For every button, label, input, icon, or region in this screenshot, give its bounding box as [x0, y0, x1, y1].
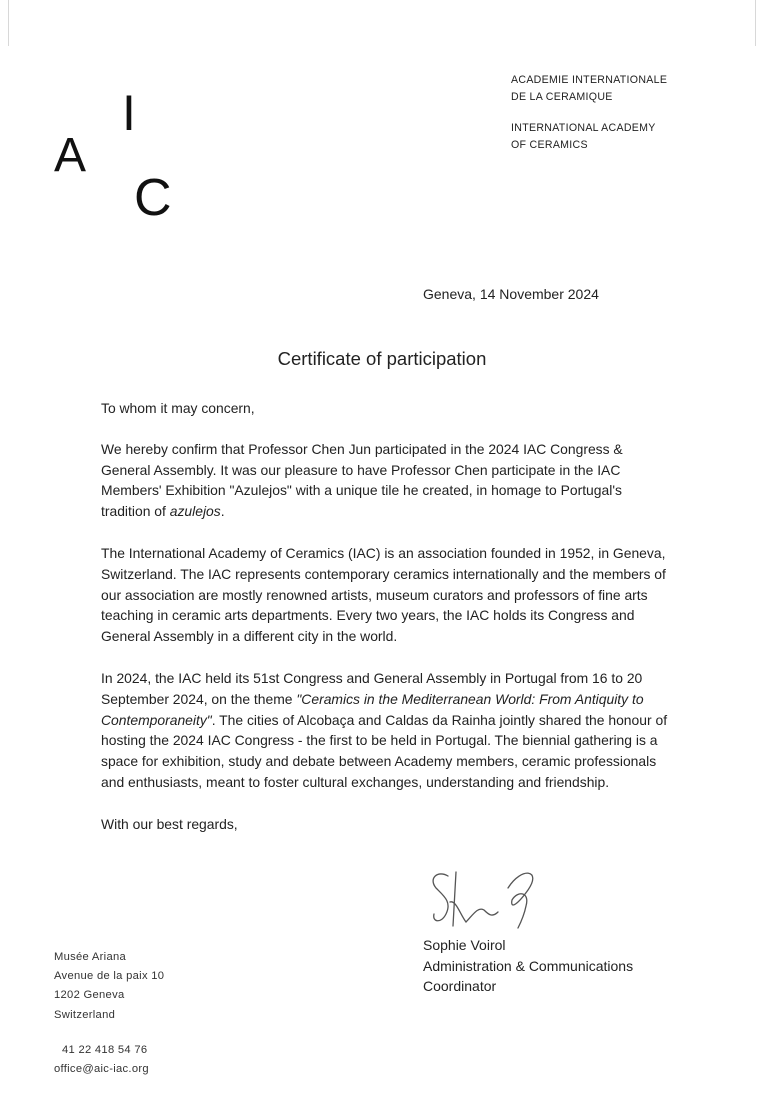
academy-fr-line2: DE LA CERAMIQUE [511, 91, 613, 103]
address-line3: 1202 Geneva [54, 989, 125, 1002]
dateline-day: 14 [479, 286, 496, 302]
address-line2: Avenue de la paix 10 [54, 970, 165, 983]
paragraph-congress-end: . The cities of Alcobaça and Caldas da Rainha jointly shared the honour of hosting the 2024 IAC Congress - the first to be held in Portugal. The biennial gathering is a space for exhibition, study and debate between Academy members, ceramic professionals and enthusiasts, meant to foster cultural exchanges, understanding and friendship. [101, 711, 668, 790]
page-corner-mark-right [755, 0, 756, 46]
footer-address [54, 948, 164, 1025]
address-line1: Musée Ariana [54, 951, 127, 963]
address-line4: Switzerland [54, 1008, 116, 1021]
logo-letter-i: I [122, 85, 136, 141]
closing: With our best regards, [101, 815, 238, 832]
handwritten-signature [426, 866, 548, 932]
signer-block [423, 935, 633, 997]
page-corner-mark-left [8, 0, 9, 46]
academy-en-line1: INTERNATIONAL ACADEMY [511, 122, 656, 134]
paragraph-congress-start: In 2024, the IAC held its 51st Congress and General Assembly in Portugal from 16 to 20 September 2024, on the theme [101, 669, 643, 707]
academy-name-french [511, 72, 741, 106]
congress-theme-italic: "Ceramics in the Mediterranean World: From Antiquity to Contemporaneity" [101, 690, 644, 728]
dateline [423, 286, 599, 302]
salutation: To whom it may concern, [101, 400, 255, 416]
azulejos-italic: azulejos [169, 503, 221, 520]
academy-names [511, 72, 741, 168]
footer-email: office@aic-iac.org [54, 1063, 149, 1076]
paragraph-congress [101, 668, 673, 793]
academy-name-english [511, 120, 741, 154]
certificate-title: Certificate of participation [277, 348, 487, 369]
paragraph-confirmation [101, 439, 673, 522]
paragraph-confirmation-end: . [220, 503, 225, 520]
logo-letter-c: C [134, 169, 172, 227]
logo-letter-a: A [54, 129, 87, 182]
footer-phone: 41 22 418 54 76 [62, 1044, 148, 1056]
signer-name: Sophie Voirol [423, 937, 506, 953]
academy-en-line2: OF CERAMICS [511, 139, 588, 151]
signer-title-line1: Administration & Communications [423, 957, 634, 974]
dateline-place: Geneva, [423, 286, 480, 302]
footer-contact [54, 1041, 149, 1079]
paragraph-confirmation-text: We hereby confirm that Professor Chen Jun participated in the 2024 IAC Congress & General Assembly. It was our pleasure to have Professor Chen participate in the IAC Members' Exhibition "Azulejos" with a unique tile he created, in homage to Portugal's tradition of [101, 440, 623, 520]
dateline-month-year: November 2024 [495, 286, 599, 302]
letter-body [101, 398, 673, 856]
paragraph-about-iac: The International Academy of Ceramics (IAC) is an association founded in 1952, in Geneva, Switzerland. The IAC represents contemporary ceramics internationally and the members of our association are mostly renowned artists, museum curators and professors of fine arts teaching in ceramic arts departments. Every two years, the IAC holds its Congress and General Assembly in a different city in the world. [101, 544, 666, 645]
aic-logo [52, 85, 182, 227]
academy-fr-line1: ACADEMIE INTERNATIONALE [511, 74, 668, 86]
signer-title-line2: Coordinator [423, 978, 497, 994]
